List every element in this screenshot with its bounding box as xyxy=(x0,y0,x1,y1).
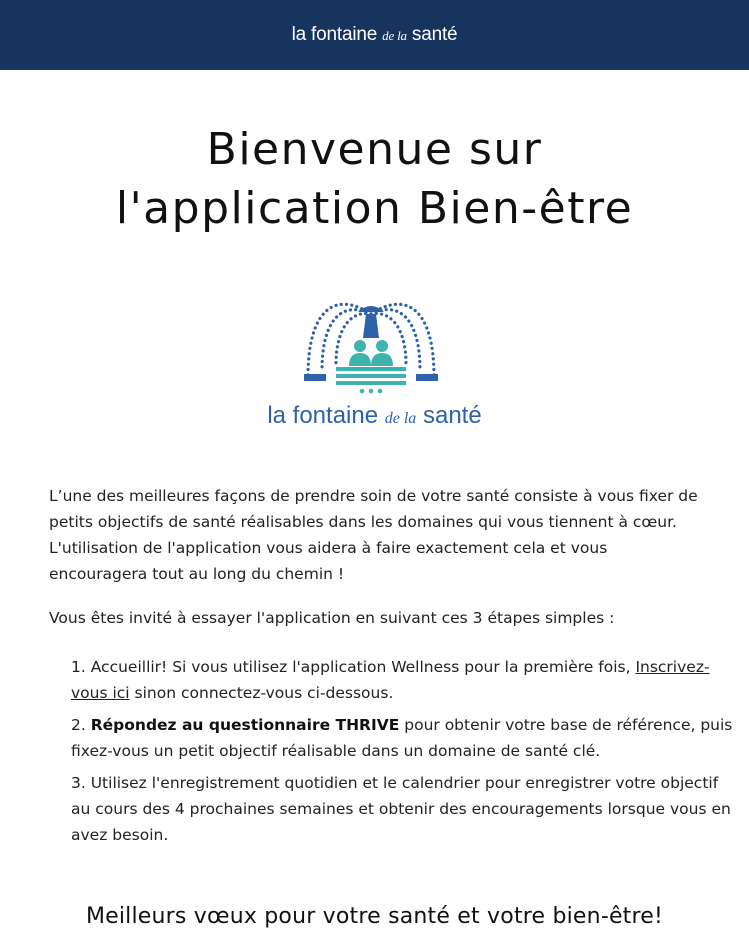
invite-paragraph: Vous êtes invité à essayer l'application en suivant ces 3 étapes simples : xyxy=(49,609,615,627)
signup-link[interactable]: Inscrivez-vous ici xyxy=(71,658,710,702)
fountain-logo-icon xyxy=(300,290,442,400)
logo-wordmark-main: la fontaine xyxy=(267,402,379,429)
closing-heading: Meilleurs vœux pour votre santé et votre bien-être! xyxy=(85,904,664,929)
step-1-text: 1. Accueillir! Si vous utilisez l'application Wellness pour la première fois, xyxy=(71,658,636,676)
header-brand-end: santé xyxy=(411,24,458,45)
step-2-prefix: 2. xyxy=(71,716,91,734)
step-1 xyxy=(71,654,741,706)
header-brand-main: la fontaine xyxy=(291,24,378,45)
step-2 xyxy=(71,712,741,764)
step-2-highlight: Répondez au questionnaire THRIVE xyxy=(90,716,400,734)
step-1-suffix: sinon connectez-vous ci-dessous. xyxy=(129,684,394,702)
intro-paragraph: L’une des meilleures façons de prendre soin de votre santé consiste à vous fixer de petits objectifs de santé réalisables dans les domaines qui vous tiennent à cœur. L'utilisation de l'application vous aidera à faire exactement cela et vous encouragera tout au long du chemin ! xyxy=(49,487,698,583)
page-title-line2: l'application Bien-être xyxy=(115,183,634,234)
header-brand[interactable] xyxy=(292,24,458,46)
header-bar xyxy=(0,0,749,70)
logo-wordmark xyxy=(0,402,749,430)
step-3-text: 3. Utilisez l'enregistrement quotidien et le calendrier pour enregistrer votre objectif au cours des 4 prochaines semaines et obtenir des encouragements lorsque vous en avez besoin. xyxy=(71,774,731,844)
step-3 xyxy=(71,770,741,848)
logo-wordmark-small: de la xyxy=(384,410,417,427)
header-brand-small: de la xyxy=(382,28,407,43)
page-title xyxy=(0,120,749,238)
page-title-line1: Bienvenue sur xyxy=(206,124,543,175)
step-2-suffix: pour obtenir votre base de référence, puis fixez-vous un petit objectif réalisable dans un domaine de santé clé. xyxy=(71,716,733,760)
logo-wordmark-end: santé xyxy=(422,402,482,429)
steps-list xyxy=(71,654,741,854)
